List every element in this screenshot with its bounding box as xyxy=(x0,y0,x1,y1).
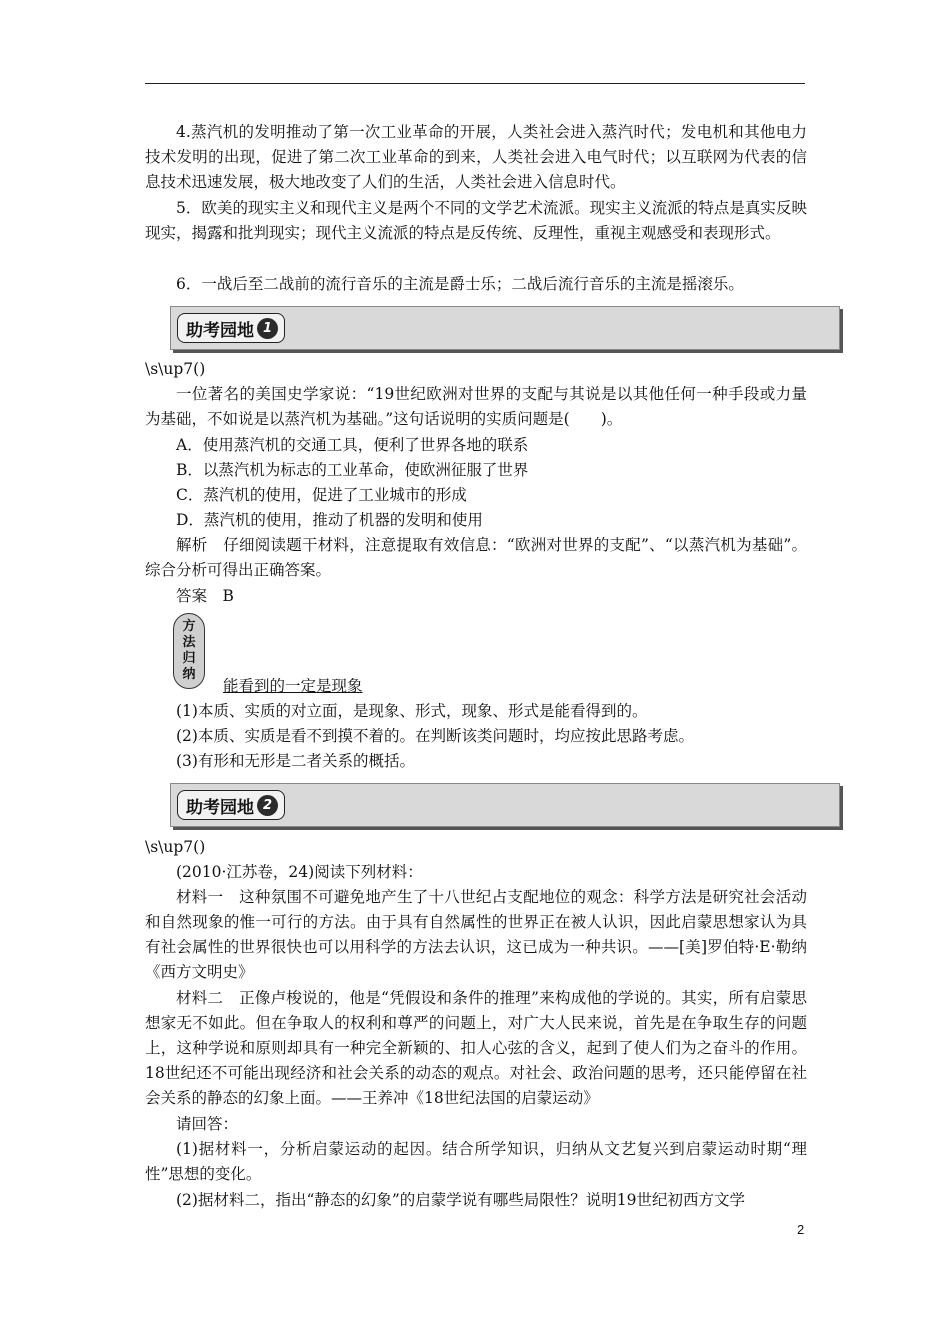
point-5: 5．欧美的现实主义和现代主义是两个不同的文学艺术流派。现实主义流派的特点是真实反映现实，揭露和批判现实；现代主义流派的特点是反传统、反理性，重视主观感受和表现形式。 xyxy=(145,199,807,242)
sub-question-1: (1)据材料一，分析启蒙运动的起因。结合所学知识，归纳从文艺复兴到启蒙运动时期“理性”思想的变化。 xyxy=(145,1140,807,1183)
option-d: D．蒸汽机的使用，推动了机器的发明和使用 xyxy=(176,511,483,529)
point-4: 4.蒸汽机的发明推动了第一次工业革命的开展，人类社会进入蒸汽时代；发电机和其他电力技术发明的出现，促进了第二次工业革命的到来，人类社会进入电气时代；以互联网为代表的信息技术迅速发展，极大地改变了人们的生活，人类社会进入信息时代。 xyxy=(145,123,807,191)
method-badge-char: 归 xyxy=(182,651,196,666)
section-badge-1 xyxy=(177,313,285,343)
option-c: C．蒸汽机的使用，促进了工业城市的形成 xyxy=(176,486,467,504)
analysis-text: 解析 仔细阅读题干材料，注意提取有效信息：“欧洲对世界的支配”、“以蒸汽机为基础”。综合分析可得出正确答案。 xyxy=(145,536,807,579)
section-badge-2 xyxy=(177,790,285,820)
question-source: (2010·江苏卷，24)阅读下列材料： xyxy=(176,863,423,881)
answer-prompt: 请回答： xyxy=(176,1115,239,1133)
section-number-2: 2 xyxy=(257,795,278,816)
method-heading-text: 能看到的一定是现象 xyxy=(223,677,363,695)
answer-text: 答案 B xyxy=(176,587,234,605)
question-stem: 一位著名的美国史学家说：“19世纪欧洲对世界的支配与其说是以其他任何一种手段或力量为基础，不如说是以蒸汽机为基础。”这句话说明的实质问题是( )。 xyxy=(145,385,807,428)
header-rule xyxy=(145,83,805,84)
section-banner-2 xyxy=(170,783,840,827)
code-line-2: \s\up7() xyxy=(145,838,206,856)
material-2: 材料二 正像卢梭说的，他是“凭假设和条件的推理”来构成他的学说的。其实，所有启蒙思想家无不如此。但在争取人的权利和尊严的问题上，对广大人民来说，首先是在争取生存的问题上，这种学说和原则却具有一种完全新颖的、扣人心弦的含义，起到了使人们为之奋斗的作用。18世纪还不可能出现经济和社会关系的动态的观点。对社会、政治问题的思考，还只能停留在社会关系的静态的幻象上面。——王养冲《18世纪法国的启蒙运动》 xyxy=(145,989,807,1107)
method-summary-badge xyxy=(173,613,205,689)
point-6: 6．一战后至二战前的流行音乐的主流是爵士乐；二战后流行音乐的主流是摇滚乐。 xyxy=(176,275,744,293)
page-number: 2 xyxy=(797,1222,805,1237)
method-badge-char: 法 xyxy=(182,635,196,650)
section-banner-1 xyxy=(170,306,840,350)
code-line-1: \s\up7() xyxy=(145,360,206,378)
method-heading xyxy=(223,674,623,698)
section-title-2: 助考园地 xyxy=(186,797,254,818)
section-title-1: 助考园地 xyxy=(186,320,254,341)
method-badge-char: 方 xyxy=(182,619,196,634)
sub-question-2: (2)据材料二，指出“静态的幻象”的启蒙学说有哪些局限性？说明19世纪初西方文学 xyxy=(176,1191,746,1209)
material-1: 材料一 这种氛围不可避免地产生了十八世纪占支配地位的观念：科学方法是研究社会活动和自然现象的惟一可行的方法。由于具有自然属性的世界正在被人认识，因此启蒙思想家认为具有社会属性的世界很快也可以用科学的方法去认识，这已成为一种共识。——[美]罗伯特·E·勒纳《西方文明史》 xyxy=(145,888,807,981)
method-item-1: (1)本质、实质的对立面，是现象、形式，现象、形式是能看得到的。 xyxy=(176,702,648,720)
method-item-2: (2)本质、实质是看不到摸不着的。在判断该类问题时，均应按此思路考虑。 xyxy=(176,727,694,745)
option-b: B．以蒸汽机为标志的工业革命，使欧洲征服了世界 xyxy=(176,461,529,479)
section-number-1: 1 xyxy=(257,318,278,339)
method-badge-char: 纳 xyxy=(182,667,196,682)
method-item-3: (3)有形和无形是二者关系的概括。 xyxy=(176,752,415,770)
option-a: A．使用蒸汽机的交通工具，便利了世界各地的联系 xyxy=(176,436,529,454)
